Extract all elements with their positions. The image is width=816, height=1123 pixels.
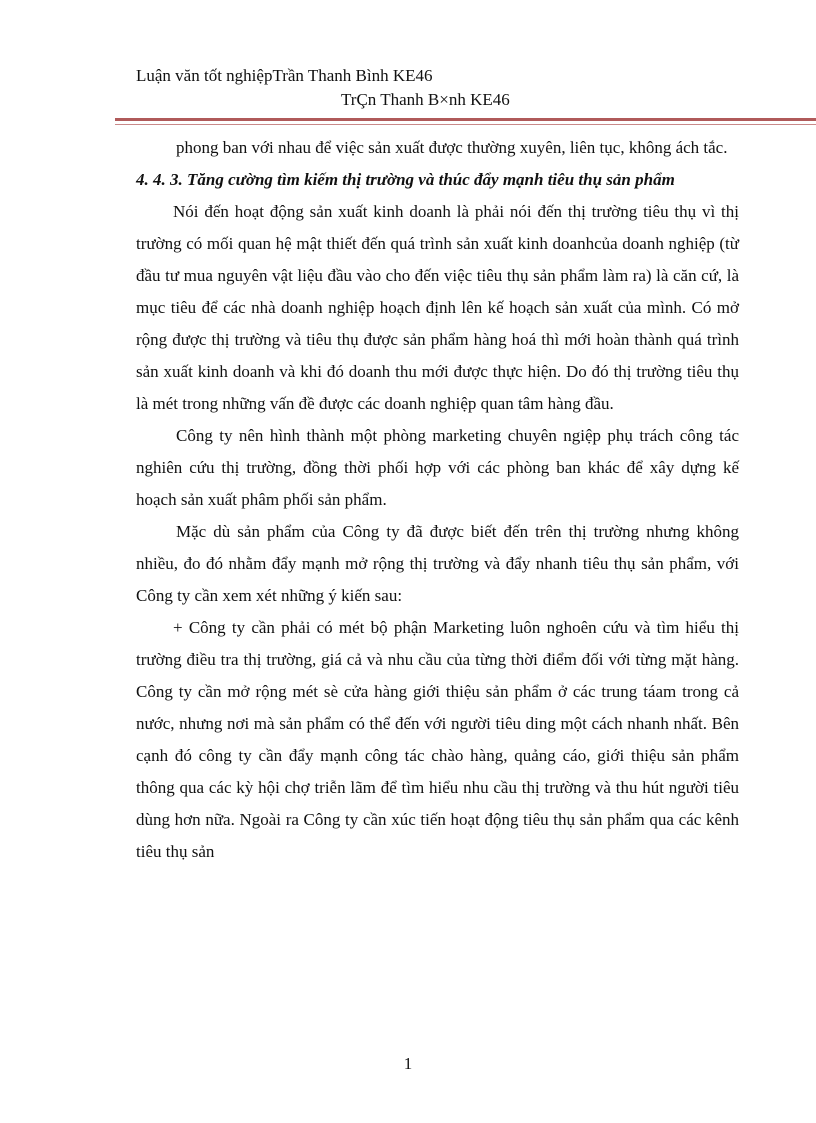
document-body — [136, 132, 739, 868]
header-garbled-line: TrÇn Thanh B×nh KE46 — [341, 90, 510, 109]
paragraph: + Công ty cần phải có mét bộ phận Marketing luôn nghoên cứu và tìm hiểu thị trường điều tra thị trường, giá cả và nhu cầu của từng thời điểm đối với từng mặt hàng. Công ty cần mở rộng mét sè cửa hàng giới thiệu sản phẩm ở các trung táam trong cả nước, nhưng nơi mà sản phẩm có thể đến với người tiêu ding một cách nhanh nhất. Bên cạnh đó công ty cần đẩy mạnh công tác chào hàng, quảng cáo, giới thiệu sản phẩm thông qua các kỳ hội chợ triễn lãm để tìm hiểu nhu cầu thị trường và thu hút người tiêu dùng hơn nữa. Ngoài ra Công ty cần xúc tiến hoạt động tiêu thụ sản phẩm qua các kênh tiêu thụ sản — [136, 618, 739, 861]
page-header — [136, 64, 756, 112]
paragraph: Nói đến hoạt động sản xuất kinh doanh là phải nói đến thị trường tiêu thụ vì thị trường có mối quan hệ mật thiết đến quá trình sản xuất kinh doanhcủa doanh nghiệp (từ đầu tư mua nguyên vật liệu đầu vào cho đến việc tiêu thụ sản phẩm làm ra) là căn cứ, là mục tiêu để các nhà doanh nghiệp hoạch định lên kế hoạch sản xuất của mình. Có mở rộng được thị trường và tiêu thụ được sản phẩm hàng hoá thì mới hoàn thành quá trình sản xuất kinh doanh và khi đó doanh thu mới được thực hiện. Do đó thị trường tiêu thụ là mét trong những vấn đề được các doanh nghiệp quan tâm hàng đầu. — [136, 202, 739, 413]
header-rule-thin — [115, 124, 816, 125]
paragraph: Công ty nên hình thành một phòng marketing chuyên ngiệp phụ trách công tác nghiên cứu thị trường, đồng thời phối hợp với các phòng ban khác để xây dựng kế hoạch sản xuất phâm phối sản phẩm. — [136, 426, 739, 509]
section-heading: 4. 4. 3. Tăng cường tìm kiếm thị trường và thúc đẩy mạnh tiêu thụ sản phẩm — [136, 170, 675, 189]
header-title-line: Luận văn tốt nghiệpTrần Thanh Bình KE46 — [136, 66, 433, 85]
page-number: 1 — [403, 1054, 413, 1073]
header-rule — [115, 118, 816, 121]
paragraph: Mặc dù sản phẩm của Công ty đã được biết đến trên thị trường nhưng không nhiều, đo đó nhằm đẩy mạnh mở rộng thị trường và đẩy nhanh tiêu thụ sản phẩm, với Công ty cần xem xét những ý kiến sau: — [136, 522, 739, 605]
paragraph-continuation: phong ban với nhau để việc sản xuất được thường xuyên, liên tục, không ách tắc. — [176, 138, 728, 157]
